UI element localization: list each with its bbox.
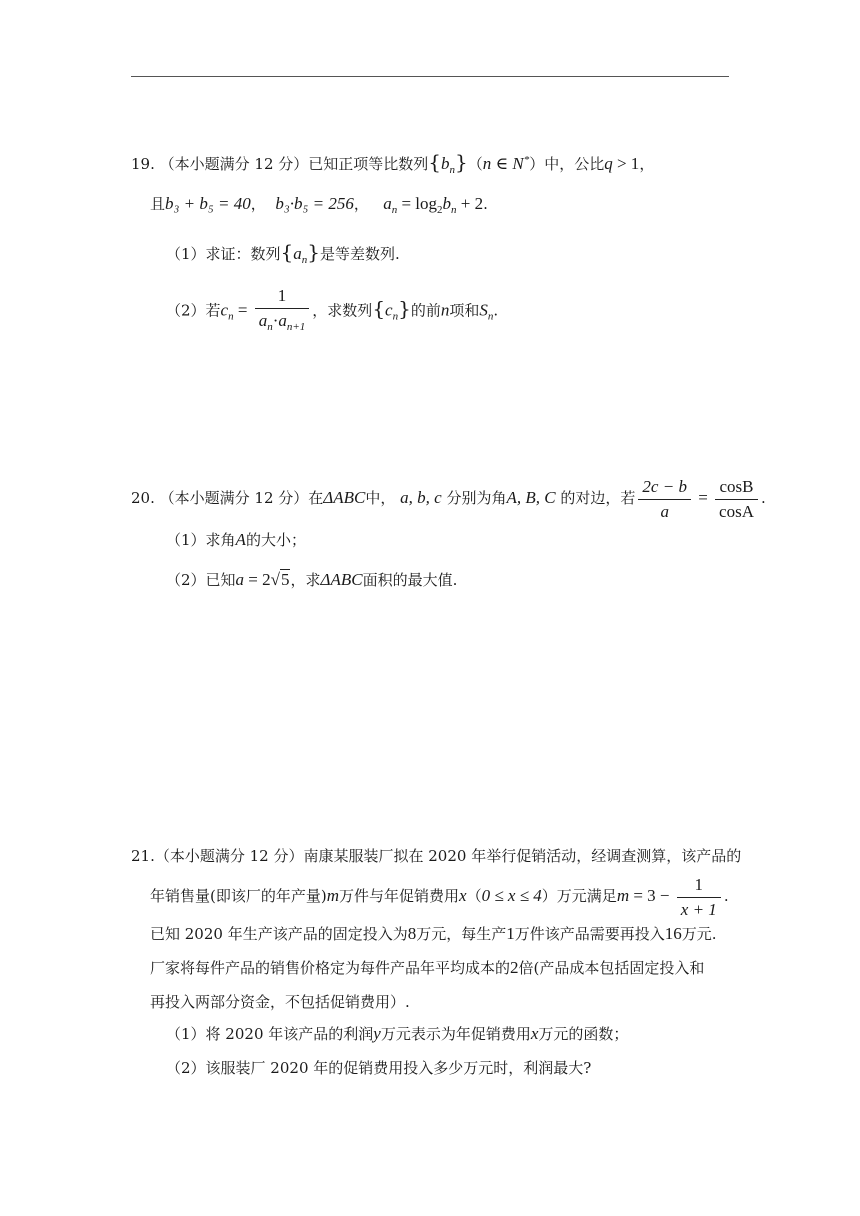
q20-score: （本小题满分 12 分） — [159, 489, 309, 507]
q21-l2-m: m — [326, 886, 339, 905]
q21-p1-x: x — [530, 1024, 539, 1043]
q19-l2-lead: 且 — [150, 195, 166, 213]
q19-p2-cvar: c — [385, 300, 393, 320]
q20-f1-den: a — [660, 501, 669, 521]
q21-number: 21. — [131, 847, 155, 865]
q19-frac-den: $a_n\cdot a_{n+1}$ — [258, 311, 306, 333]
q19-score: （本小题满分 12 分） — [159, 155, 309, 173]
q20-triangle: ΔABC — [323, 488, 366, 507]
q21-frac-den: x + 1 — [680, 899, 717, 919]
q19-frac-num: 1 — [255, 286, 310, 309]
q20-p2-label: （2）已知 — [166, 571, 236, 589]
q19-cond-open: （ — [467, 155, 483, 173]
q21-l1: 南康某服装厂拟在 2020 年举行促销活动，经调查测算，该产品的 — [303, 847, 742, 865]
q20-p1-end: 的大小； — [245, 531, 306, 549]
q21-line-1 — [131, 846, 741, 866]
q19-eq2: b₃·b₅ = 256 — [275, 194, 354, 213]
q21-l4b: 倍(产品成本包括固定投入和 — [518, 959, 705, 977]
q20-t3: 分别为角 — [446, 489, 507, 507]
q19-cond-N: N — [512, 154, 524, 173]
q21-l2c: （ — [466, 887, 482, 905]
q21-l2-range: 0 ≤ x ≤ 4 — [481, 886, 542, 905]
q19-eq3-plus2: + 2 — [456, 194, 484, 213]
q19-fraction — [255, 286, 310, 337]
q21-l3b: 万元，每生产 — [416, 925, 507, 943]
q21-p1c: 万元的函数； — [538, 1025, 629, 1043]
q20-eq: = — [693, 488, 713, 507]
q19-p2-tail1: ，求数列 — [312, 301, 373, 320]
q21-score: （本小题满分 12 分） — [154, 847, 304, 865]
sub-n: n — [391, 204, 398, 216]
q20-fraction-right — [715, 477, 758, 522]
q21-l3c: 万件该产品需要再投入 — [514, 925, 665, 943]
q19-eq3-log: = log — [397, 194, 437, 213]
q21-l3d: 万元. — [681, 925, 717, 943]
q20-p2-a: a — [235, 570, 245, 589]
q19-p1-label: （1）求证：数列 — [166, 245, 281, 263]
q21-line-5 — [150, 992, 410, 1012]
q21-line-4 — [150, 958, 704, 978]
q19-eq3-b: b — [442, 194, 451, 213]
q19-line-2: 且b₃ + b₅ = 40， b₃·b₅ = 256， $a_n = \log_2b_n + 2$. — [150, 194, 488, 216]
q19-cond-star: * — [523, 154, 530, 166]
q19-p1-var: a — [293, 244, 302, 263]
q21-l2-eq: = 3 − — [629, 886, 674, 905]
q21-l4-2: 2 — [510, 958, 519, 977]
q21-p1-y: y — [373, 1024, 381, 1043]
q20-f2-den: cosA — [719, 501, 754, 521]
q21-l4a: 厂家将每件产品的销售价格定为每件产品年平均成本的 — [150, 959, 511, 977]
brace-open: { — [372, 296, 386, 321]
brace-close: } — [307, 240, 321, 264]
q20-t2: 中， — [365, 489, 396, 507]
sub-n: n — [449, 164, 456, 176]
q21-part-1 — [166, 1024, 628, 1044]
sub-2: 2 — [437, 204, 443, 216]
q21-frac-num: 1 — [677, 875, 721, 898]
q19-p2-c: c — [220, 300, 229, 320]
q20-p2-end: 面积的最大值. — [362, 571, 458, 589]
q21-l5: 再投入两部分资金，不包括促销费用）. — [150, 993, 410, 1011]
sub-n: n — [451, 204, 457, 216]
q19-text-1: 已知正项等比数列 — [308, 155, 429, 173]
q21-l2-x: x — [459, 886, 467, 905]
q20-f1-num: 2c − b — [638, 477, 691, 500]
q19-number: 19. — [131, 155, 155, 173]
q21-part-2 — [166, 1058, 591, 1078]
q19-line-1 — [131, 150, 654, 180]
q21-p1b: 万元表示为年促销费用 — [380, 1025, 531, 1043]
sub-n: n — [487, 310, 494, 323]
q19-p2-S: S — [479, 300, 488, 320]
sub-n: n — [392, 310, 399, 323]
sub-n: n — [301, 254, 308, 266]
q21-l2-end: . — [723, 887, 729, 905]
brace-open: { — [280, 240, 294, 264]
q20-ABC: A, B, C — [506, 488, 556, 507]
q21-l2d: ）万元满足 — [541, 887, 617, 905]
q21-line-2 — [150, 874, 729, 920]
q21-l3-1: 1 — [506, 924, 515, 943]
q19-part-2 — [166, 286, 498, 339]
q20-line-1 — [131, 476, 766, 522]
q21-l2b: 万件与年促销费用 — [339, 887, 460, 905]
q19-p2-eq: = — [233, 300, 252, 320]
q19-p2-tail2: 的前 — [410, 301, 441, 320]
q20-p1-A: A — [235, 530, 246, 549]
q19-eq3-a: a — [383, 194, 392, 213]
brace-open: { — [428, 150, 442, 174]
q19-p2-end: . — [493, 301, 499, 320]
q21-line-3 — [150, 924, 717, 944]
q21-l3a: 已知 2020 年生产该产品的固定投入为 — [150, 925, 408, 943]
q19-q: q — [604, 154, 613, 173]
q19-part-1 — [166, 242, 400, 270]
q20-p1-label: （1）求角 — [166, 531, 236, 549]
q19-cond-in: ∈ — [491, 154, 513, 173]
q20-p2-radicand: 5 — [280, 570, 290, 589]
q19-p2-tail3: 项和 — [449, 301, 480, 320]
q19-p1-end: 是等差数列. — [320, 245, 400, 263]
brace-close: } — [455, 150, 468, 174]
q21-p1a: （1）将 2020 年该产品的利润 — [166, 1025, 374, 1043]
q20-t1: 在 — [308, 489, 324, 507]
q19-eq1: b₃ + b₅ = 40 — [165, 194, 251, 213]
q20-end: . — [761, 489, 766, 507]
q19-p2-n: n — [440, 300, 450, 320]
header-rule — [131, 76, 729, 77]
q21-l2-m2: m — [616, 886, 630, 905]
q20-part-1 — [166, 530, 306, 550]
q20-p2-mid: ，求 — [290, 571, 321, 589]
q20-p2-triangle: ΔABC — [320, 570, 363, 589]
q19-cond-n: n — [482, 154, 492, 173]
q21-fraction — [677, 875, 721, 920]
q20-abc: a, b, c — [400, 488, 442, 507]
q20-part-2: （2）已知a = 2√5，求ΔABC面积的最大值. — [166, 570, 458, 589]
q21-l3-16: 16 — [664, 924, 682, 943]
q20-number: 20. — [131, 489, 155, 507]
sub-n: n — [228, 310, 234, 323]
q19-p2-label: （2）若 — [166, 301, 221, 320]
q20-t4: 的对边，若 — [560, 489, 636, 507]
q19-frac-den-a: a — [258, 311, 268, 330]
q20-fraction-left — [638, 477, 691, 522]
q21-l3-8: 8 — [407, 924, 417, 943]
q20-f2-num: cosB — [715, 477, 758, 500]
q19-set-b: b — [441, 154, 450, 173]
q19-gt1: > 1 — [612, 154, 640, 173]
q21-l2a: 年销售量(即该厂的年产量) — [150, 887, 327, 905]
q21-p2: （2）该服装厂 2020 年的促销费用投入多少万元时，利润最大? — [166, 1059, 592, 1077]
q19-comma: ， — [639, 155, 655, 173]
q19-cond-close: ）中，公比 — [529, 155, 605, 173]
q20-p2-eq: = 2 — [244, 570, 271, 589]
brace-close: } — [398, 296, 411, 321]
